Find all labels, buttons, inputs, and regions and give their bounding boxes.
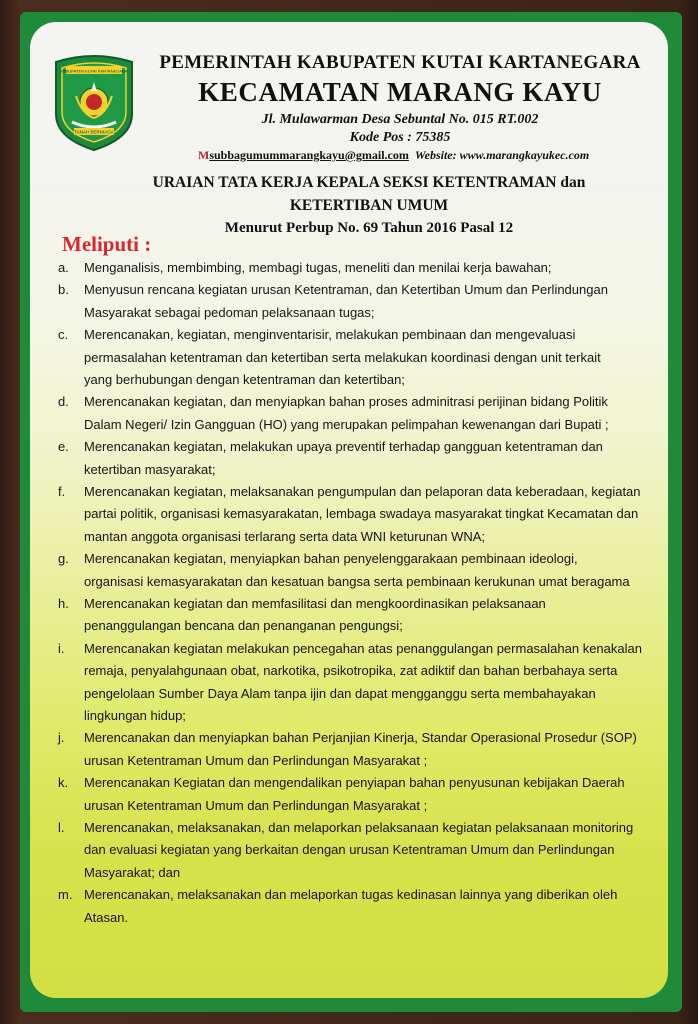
list-item-text: lingkungan hidup; — [84, 708, 186, 723]
list-item-text: pengelolaan Sumber Daya Alam tanpa ijin dan dapat mengganggu serta membahayakan — [84, 685, 596, 701]
list-item-text: Dalam Negeri/ Izin Gangguan (HO) yang merupakan pelimpahan kewenangan dari Bupati ; — [84, 416, 609, 432]
list-item-text: Merencanakan kegiatan melakukan pencegahan atas penanggulangan permasalahan kenakalan — [84, 640, 642, 656]
notice-board-panel — [30, 22, 668, 998]
document-title-line-2: KETERTIBAN UMUM — [289, 197, 449, 214]
list-item-letter: j. — [58, 730, 65, 746]
logo-motto: TANAH BERNIAGA — [74, 129, 114, 135]
list-item-letter: i. — [58, 640, 65, 656]
list-item-text: Merencanakan, melaksanakan, dan melaporkan pelaksanaan kegiatan pelaksanaan monitoring — [84, 820, 634, 835]
regulation-reference: Menurut Perbup No. 69 Tahun 2016 Pasal 12 — [224, 220, 514, 236]
mail-icon: M — [198, 148, 210, 162]
list-item-letter: h. — [58, 596, 69, 611]
list-item-text: Merencanakan Kegiatan dan mengendalikan penyiapan bahan penyusunan kebijakan Daerah — [84, 775, 625, 791]
list-item-text: urusan Ketentraman Umum dan Perlindungan Masyarakat ; — [84, 797, 428, 813]
list-item-letter: b. — [58, 282, 69, 298]
list-item-letter: m. — [58, 887, 73, 903]
list-item-letter: k. — [58, 775, 69, 791]
list-item-text: mantan anggota organisasi terlarang serta data WNI keturunan WNA; — [84, 528, 486, 544]
postal-code: Kode Pos : 75385 — [349, 130, 451, 145]
list-item-text: Merencanakan, kegiatan, menginventarisir, melakukan pembinaan dan mengevaluasi — [84, 327, 576, 343]
email-link[interactable]: subbagumummarangkayu@gmail.com — [209, 148, 409, 162]
list-item-text: Masyarakat sebagai pedoman pelaksanaan tugas; — [84, 304, 375, 320]
list-item-text: Atasan. — [84, 909, 129, 925]
list-item-text: Menganalisis, membimbing, membagi tugas, meneliti dan menilai kerja bawahan; — [84, 260, 552, 275]
website-text: Website: www.marangkayukec.com — [414, 148, 590, 162]
list-item-letter: l. — [58, 820, 65, 835]
list-item-text: Merencanakan kegiatan, menyiapkan bahan penyelenggarakaan pembinaan ideologi, — [84, 551, 578, 567]
list-item-text: Merencanakan kegiatan, melaksanakan pengumpulan dan pelaporan data keberadaan, kegiatan — [84, 484, 641, 499]
government-name: PEMERINTAH KABUPATEN KUTAI KARTANEGARA — [159, 52, 641, 73]
list-item-text: Merencanakan dan menyiapkan bahan Perjanjian Kinerja, Standar Operasional Prosedur (SOP) — [84, 730, 637, 746]
list-item-text: partai politik, organisasi kemasyarakatan, lembaga swadaya masyarakat tingkat Kecamatan dan — [84, 506, 639, 522]
list-item-text: Merencanakan kegiatan, melakukan upaya preventif terhadap gangguan ketentraman dan — [84, 439, 603, 455]
logo-text: KABUPATEN KUTAI KARTANEGARA — [60, 68, 128, 74]
list-item-text: Merencanakan, melaksanakan dan melaporkan tugas kedinasan lainnya yang diberikan oleh — [84, 887, 618, 903]
list-item-text: yang berhubungan dengan ketentraman dan ketertiban; — [84, 372, 405, 387]
list-item-text: dan evaluasi kegiatan yang berkaitan dengan urusan Ketentraman Umum dan Perlindungan — [84, 842, 615, 858]
list-item-text: remaja, penyalahgunaan obat, narkotika, psikotropika, zat adiktif dan bahan berbahaya serta — [84, 663, 618, 679]
section-label: Meliputi : — [62, 232, 152, 256]
list-item-text: Masyarakat; dan — [84, 864, 181, 880]
list-item-text: permasalahan ketentraman dan ketertiban serta melakukan koordinasi dengan unit terkait — [84, 349, 601, 365]
list-item-text: Menyusun rencana kegiatan urusan Ketentraman, dan Ketertiban Umum dan Perlindungan — [84, 282, 608, 298]
list-item-text: ketertiban masyarakat; — [84, 461, 216, 477]
duty-list — [30, 22, 668, 998]
list-item-letter: a. — [58, 260, 69, 275]
list-item-letter: d. — [58, 394, 69, 410]
list-item-letter: g. — [58, 551, 69, 567]
office-name: KECAMATAN MARANG KAYU — [198, 77, 602, 107]
list-item-text: Merencanakan kegiatan dan memfasilitasi dan mengkoordinasikan pelaksanaan — [84, 596, 546, 611]
document-title-line-1: URAIAN TATA KERJA KEPALA SEKSI KETENTRAMAN dan — [152, 174, 586, 191]
list-item-letter: c. — [58, 327, 69, 343]
list-item-text: Merencanakan kegiatan, dan menyiapkan bahan proses adminitrasi perijinan bidang Politik — [84, 394, 608, 410]
list-item-letter: f. — [58, 484, 66, 499]
list-item-text: organisasi kemasyarakatan dan kesatuan bangsa serta pembinaan kerukunan umat beragama — [84, 573, 630, 589]
address: Jl. Mulawarman Desa Sebuntal No. 015 RT.002 — [261, 112, 539, 127]
list-item-letter: e. — [58, 439, 69, 455]
list-item-text: urusan Ketentraman Umum dan Perlindungan Masyarakat ; — [84, 752, 428, 768]
list-item-text: penanggulangan bencana dan penanganan pengungsi; — [84, 618, 403, 634]
